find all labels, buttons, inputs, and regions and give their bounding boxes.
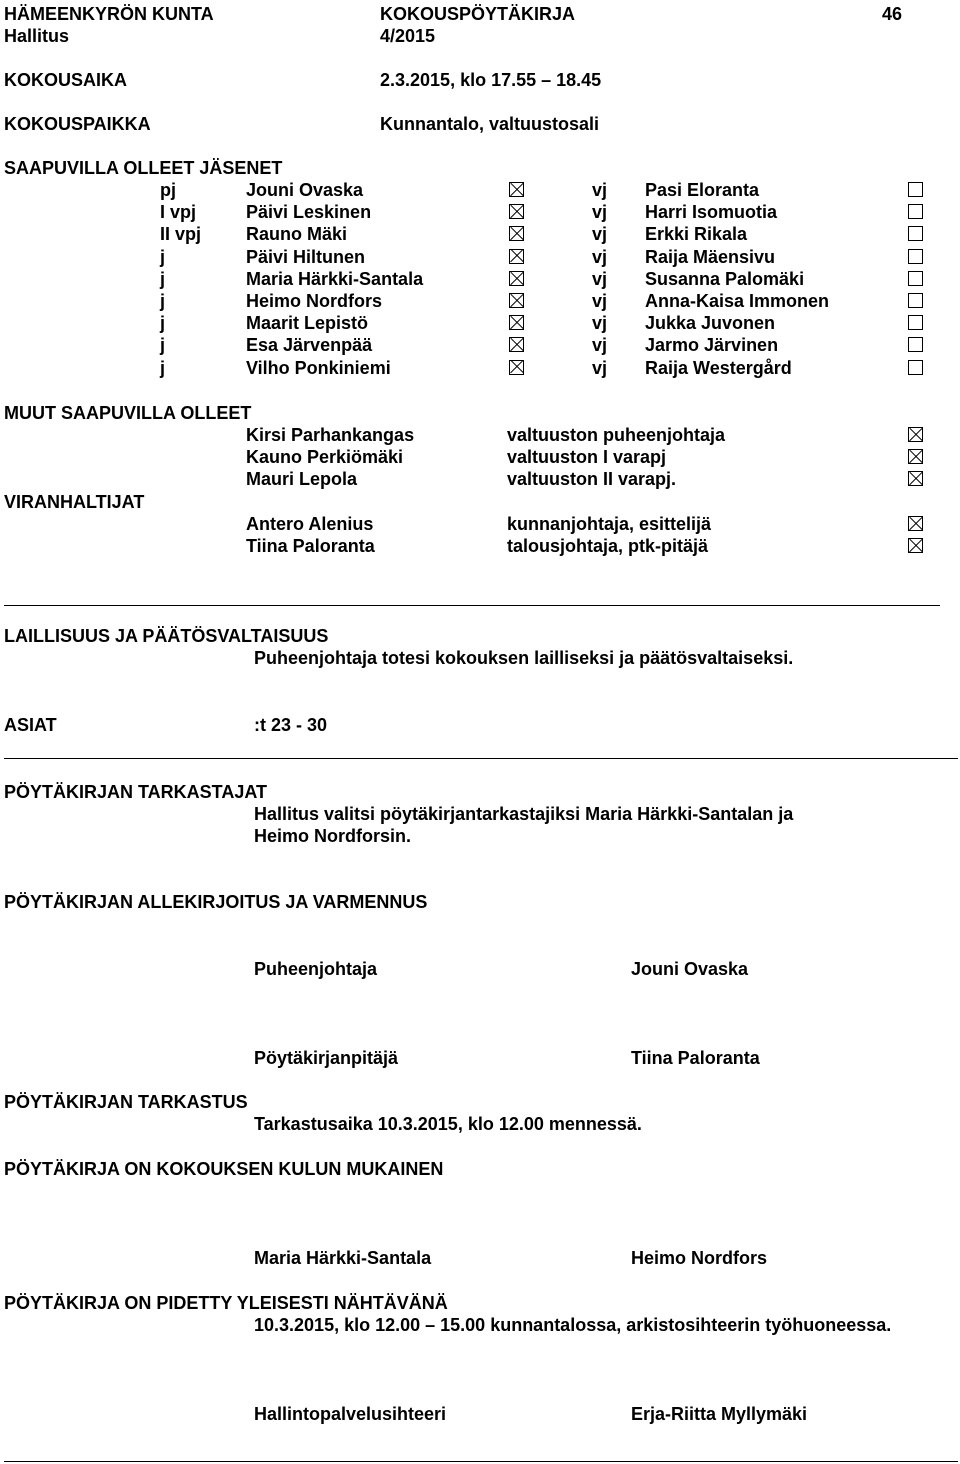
- body-name: Hallitus: [4, 26, 70, 46]
- conformity-signer-2: Heimo Nordfors: [631, 1248, 768, 1268]
- other-name: Kirsi Parhankangas: [246, 425, 415, 445]
- deputy-role: vj: [592, 335, 608, 356]
- checkbox-checked-icon: [908, 538, 923, 553]
- checkbox-checked-icon: [908, 471, 923, 486]
- public-signer-name: Erja-Riitta Myllymäki: [631, 1404, 808, 1424]
- checkbox-checked-icon: [509, 360, 524, 375]
- public-signer-title: Hallintopalvelusihteeri: [254, 1404, 447, 1424]
- checkbox-checked-icon: [509, 249, 524, 264]
- checkbox-empty-icon: [908, 337, 923, 352]
- member-name: Rauno Mäki: [246, 224, 348, 245]
- reviewers-heading: PÖYTÄKIRJAN TARKASTAJAT: [4, 782, 268, 802]
- deputy-name: Jukka Juvonen: [645, 313, 776, 334]
- checkbox-checked-icon: [908, 427, 923, 442]
- checkbox-checked-icon: [509, 204, 524, 219]
- other-title: valtuuston II varapj.: [507, 469, 677, 490]
- chair-title: Puheenjohtaja: [254, 959, 378, 979]
- meeting-time-label: KOKOUSAIKA: [4, 70, 128, 90]
- meeting-place-label: KOKOUSPAIKKA: [4, 114, 151, 134]
- member-name: Päivi Hiltunen: [246, 246, 366, 267]
- section-divider: [4, 758, 958, 759]
- member-name: Maarit Lepistö: [246, 313, 369, 334]
- members-heading: SAAPUVILLA OLLEET JÄSENET: [4, 158, 283, 178]
- checkbox-empty-icon: [908, 226, 923, 241]
- official-title: kunnanjohtaja, esittelijä: [507, 514, 712, 534]
- official-name: Tiina Paloranta: [246, 536, 375, 557]
- member-role: j: [160, 291, 166, 311]
- legality-heading: LAILLISUUS JA PÄÄTÖSVALTAISUUS: [4, 626, 329, 646]
- member-role: j: [160, 246, 166, 267]
- reviewers-text-2: Heimo Nordforsin.: [254, 826, 412, 846]
- other-title: valtuuston I varapj: [507, 447, 667, 468]
- public-heading: PÖYTÄKIRJA ON PIDETTY YLEISESTI NÄHTÄVÄNÄ: [4, 1293, 448, 1313]
- member-role: j: [160, 357, 166, 378]
- deputy-name: Erkki Rikala: [645, 224, 748, 245]
- deputy-role: vj: [592, 268, 608, 289]
- conformity-heading: PÖYTÄKIRJA ON KOKOUKSEN KULUN MUKAINEN: [4, 1159, 444, 1179]
- deputy-role: vj: [592, 357, 608, 378]
- other-name: Mauri Lepola: [246, 469, 358, 490]
- deputy-name: Anna-Kaisa Immonen: [645, 291, 830, 311]
- checkbox-checked-icon: [908, 449, 923, 464]
- secretary-name: Tiina Paloranta: [631, 1048, 760, 1068]
- member-name: Vilho Ponkiniemi: [246, 357, 391, 378]
- signatures-heading: PÖYTÄKIRJAN ALLEKIRJOITUS JA VARMENNUS: [4, 892, 428, 912]
- meeting-time-value: 2.3.2015, klo 17.55 – 18.45: [380, 70, 602, 90]
- checkbox-checked-icon: [509, 226, 524, 241]
- member-name: Maria Härkki-Santala: [246, 268, 424, 289]
- deputy-role: vj: [592, 202, 608, 223]
- meeting-place-value: Kunnantalo, valtuustosali: [380, 114, 600, 134]
- public-text: 10.3.2015, klo 12.00 – 15.00 kunnantalossa, arkistosihteerin työhuoneessa.: [254, 1315, 892, 1335]
- deputy-name: Raija Westergård: [645, 357, 792, 378]
- checkbox-empty-icon: [908, 182, 923, 197]
- member-role: j: [160, 335, 166, 356]
- member-name: Heimo Nordfors: [246, 291, 383, 311]
- checkbox-checked-icon: [908, 516, 923, 531]
- checkbox-checked-icon: [509, 271, 524, 286]
- items-value: :t 23 - 30: [254, 715, 328, 735]
- review-heading: PÖYTÄKIRJAN TARKASTUS: [4, 1092, 248, 1112]
- official-name: Antero Alenius: [246, 514, 374, 534]
- checkbox-empty-icon: [908, 315, 923, 330]
- deputy-name: Susanna Palomäki: [645, 268, 805, 289]
- checkbox-empty-icon: [908, 204, 923, 219]
- member-role: j: [160, 268, 166, 289]
- checkbox-empty-icon: [908, 360, 923, 375]
- official-title: talousjohtaja, ptk-pitäjä: [507, 536, 709, 557]
- member-role: j: [160, 313, 166, 334]
- checkbox-empty-icon: [908, 271, 923, 286]
- deputy-name: Jarmo Järvinen: [645, 335, 779, 356]
- other-title: valtuuston puheenjohtaja: [507, 425, 726, 445]
- checkbox-checked-icon: [509, 293, 524, 308]
- org-name: HÄMEENKYRÖN KUNTA: [4, 4, 214, 24]
- page-number: 46: [882, 4, 903, 24]
- deputy-role: vj: [592, 313, 608, 334]
- member-name: Päivi Leskinen: [246, 202, 372, 223]
- conformity-signer-1: Maria Härkki-Santala: [254, 1248, 432, 1268]
- items-label: ASIAT: [4, 715, 57, 735]
- checkbox-empty-icon: [908, 293, 923, 308]
- section-divider: [4, 605, 940, 606]
- deputy-name: Raija Mäensivu: [645, 246, 776, 267]
- reviewers-text-1: Hallitus valitsi pöytäkirjantarkastajiksi Maria Härkki-Santalan ja: [254, 804, 794, 824]
- member-name: Jouni Ovaska: [246, 180, 364, 200]
- checkbox-empty-icon: [908, 249, 923, 264]
- deputy-role: vj: [592, 180, 608, 200]
- deputy-role: vj: [592, 291, 608, 311]
- deputy-name: Pasi Eloranta: [645, 180, 760, 200]
- meeting-number: 4/2015: [380, 26, 436, 46]
- other-name: Kauno Perkiömäki: [246, 447, 404, 468]
- member-role: I vpj: [160, 202, 197, 223]
- officials-heading: VIRANHALTIJAT: [4, 492, 145, 512]
- checkbox-checked-icon: [509, 315, 524, 330]
- deputy-role: vj: [592, 224, 608, 245]
- member-name: Esa Järvenpää: [246, 335, 373, 356]
- secretary-title: Pöytäkirjanpitäjä: [254, 1048, 399, 1068]
- checkbox-checked-icon: [509, 337, 524, 352]
- member-role: pj: [160, 180, 176, 200]
- others-heading: MUUT SAAPUVILLA OLLEET: [4, 403, 252, 423]
- chair-name: Jouni Ovaska: [631, 959, 749, 979]
- doc-type: KOKOUSPÖYTÄKIRJA: [380, 4, 576, 24]
- legality-text: Puheenjohtaja totesi kokouksen lailliseksi ja päätösvaltaiseksi.: [254, 648, 794, 668]
- member-role: II vpj: [160, 224, 202, 245]
- review-text: Tarkastusaika 10.3.2015, klo 12.00 mennessä.: [254, 1114, 642, 1134]
- deputy-role: vj: [592, 246, 608, 267]
- deputy-name: Harri Isomuotia: [645, 202, 778, 223]
- section-divider: [4, 1461, 958, 1462]
- checkbox-checked-icon: [509, 182, 524, 197]
